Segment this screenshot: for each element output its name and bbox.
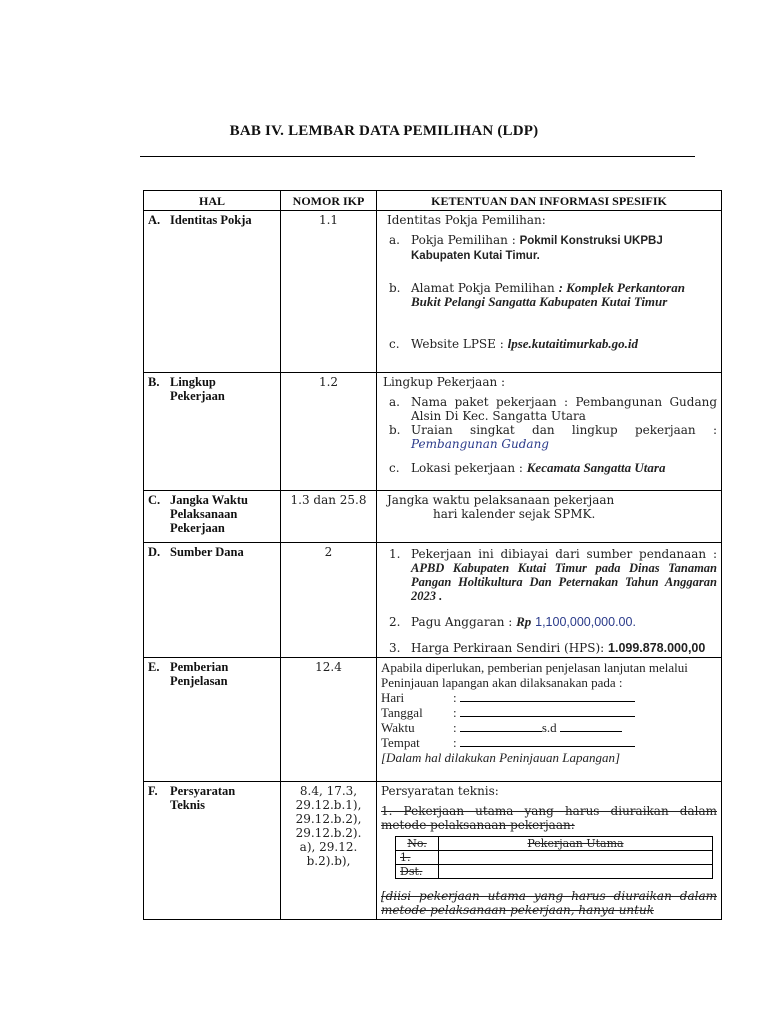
table-row: D. Sumber Dana 2 1. Pekerjaan ini dibiayai dari sumber pendanaan : APBD Kabupaten Kutai Timur pada Dinas Tanaman Pangan Holtikultura Dan Peternakan Tahun Anggaran 2023 . 2. Pagu Anggaran : Rp 1,100,000,000.00. 3. Harga Perkiraan Sendiri (HPS): 1.099.878.000,00 [144, 543, 722, 658]
row-ketentuan: Identitas Pokja Pemilihan: a. Pokja Pemilihan : Pokmil Konstruksi UKPBJ Kabupaten Kutai Timur. b. Alamat Pokja Pemilihan : Komplek Perkantoran Bukit Pelangi Sangatta Kabupaten Kutai Timur c. Website LPSE : lpse.kutaitimurkab.go.id [377, 211, 722, 373]
table-row [144, 211, 722, 373]
header-hal: HAL [144, 191, 281, 211]
row-hal: A. Identitas Pokja [148, 213, 252, 227]
table-row: F. Persyaratan Teknis 8.4, 17.3, 29.12.b.1), 29.12.b.2), 29.12.b.2).a), 29.12.b.2).b), Persyaratan teknis: 1. Pekerjaan utama yang harus diuraikan dalam metode pelaksanaan pekerjaan: No. Pekerjaan Utama 1. Dst. [diisi pekerjaan utama yang harus diuraikan dalam metode pelaksanaan pekerjaan, hanya untuk [144, 782, 722, 920]
field-waktu: Waktu : s.d [381, 720, 717, 735]
table-row: B. Lingkup Pekerjaan 1.2 Lingkup Pekerjaan : a. Nama paket pekerjaan : Pembangunan Gudang Alsin Di Kec. Sangatta Utara b. Uraian singkat dan lingkup pekerjaan : Pembangunan Gudang c. Lokasi pekerjaan : Kecamata Sangatta Utara [144, 373, 722, 491]
page-title: BAB IV. LEMBAR DATA PEMILIHAN (LDP) [229, 123, 539, 139]
table-row: E. Pemberian Penjelasan 12.4 Apabila diperlukan, pemberian penjelasan lanjutan melalui Peninjauan lapangan akan dilaksanakan pada : Hari : Tanggal : Waktu : s.d Tempat : [Dalam hal dilakukan Peninjauan Lapangan] [144, 658, 722, 782]
title-divider [140, 156, 695, 157]
table-header-row [144, 191, 722, 211]
ldp-table [143, 190, 722, 920]
field-hari: Hari : [381, 690, 717, 705]
field-tanggal: Tanggal : [381, 705, 717, 720]
header-ikp: NOMOR IKP [281, 191, 377, 211]
table-row: C. Jangka Waktu Pelaksanaan Pekerjaan 1.3 dan 25.8 Jangka waktu pelaksanaan pekerjaan hari kalender sejak SPMK. [144, 491, 722, 543]
header-ketentuan: KETENTUAN DAN INFORMASI SPESIFIK [377, 191, 722, 211]
pekerjaan-utama-table: No. Pekerjaan Utama 1. Dst. [395, 836, 713, 879]
row-ikp: 1.1 [281, 211, 377, 373]
field-tempat: Tempat : [381, 735, 717, 750]
